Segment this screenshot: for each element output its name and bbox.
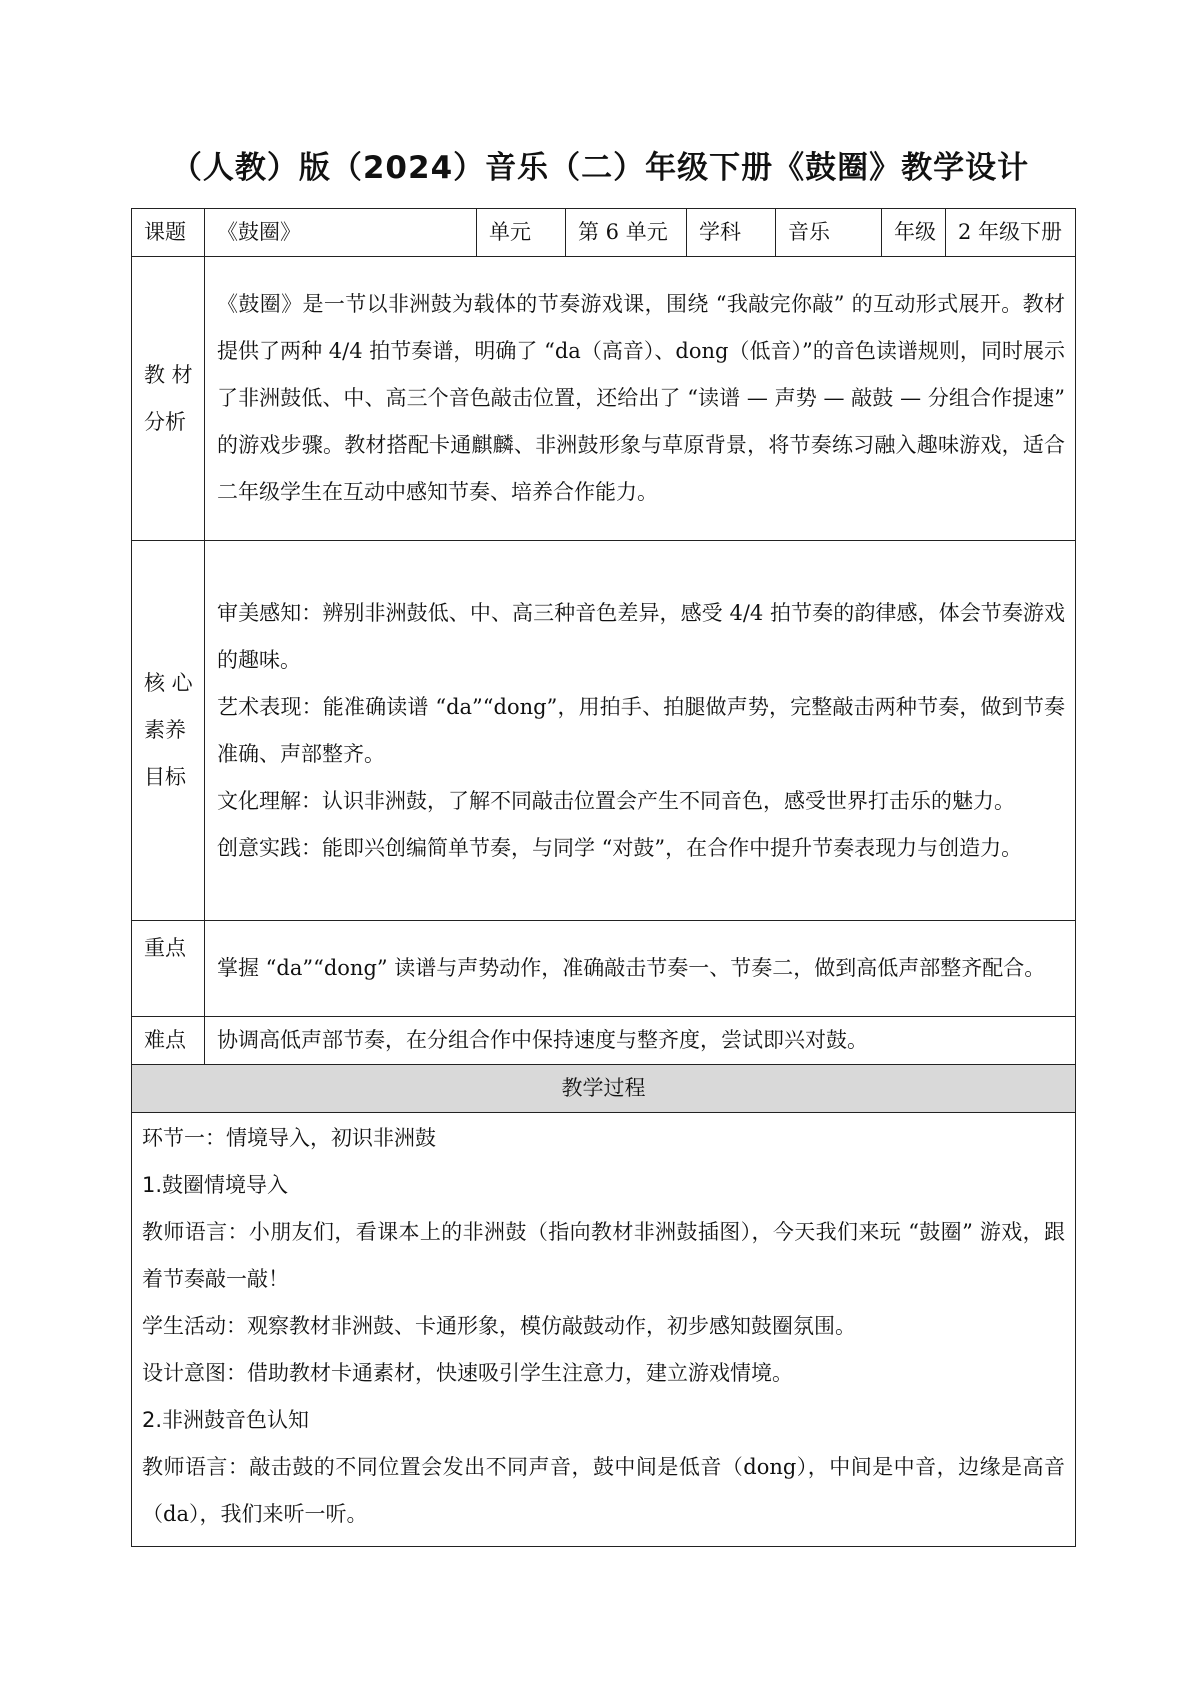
process-header-row bbox=[132, 1065, 1076, 1113]
grade-label: 年级 bbox=[882, 209, 946, 257]
key-point-label: 重点 bbox=[132, 921, 205, 1017]
process-step-heading: 2.非洲鼓音色认知 bbox=[142, 1408, 310, 1432]
difficulty-label: 难点 bbox=[132, 1017, 205, 1065]
goal-aesthetic: 审美感知：辨别非洲鼓低、中、高三种音色差异，感受 4/4 拍节奏的韵律感，体会节奏游戏的趣味。 bbox=[217, 600, 1065, 672]
analysis-text bbox=[205, 257, 1076, 541]
goals-text bbox=[205, 541, 1076, 921]
header-row bbox=[132, 209, 1076, 257]
key-point-text: 掌握 “da”“dong” 读谱与声势动作，准确敲击节奏一、节奏二，做到高低声部整齐配合。 bbox=[205, 921, 1076, 1017]
analysis-label-line1: 教 材 bbox=[144, 362, 193, 387]
process-student-line: 学生活动：观察教材非洲鼓、卡通形象，模仿敲鼓动作，初步感知鼓圈氛围。 bbox=[142, 1314, 856, 1338]
goals-label-line3: 目标 bbox=[144, 765, 186, 789]
key-point-row bbox=[132, 921, 1076, 1017]
goal-creative: 创意实践：能即兴创编简单节奏，与同学 “对鼓”，在合作中提升节奏表现力与创造力。 bbox=[217, 835, 1023, 860]
lesson-plan-table bbox=[131, 208, 1076, 1547]
analysis-row bbox=[132, 257, 1076, 541]
goals-label bbox=[132, 541, 205, 921]
process-header: 教学过程 bbox=[132, 1065, 1076, 1113]
analysis-paragraph: 《鼓圈》是一节以非洲鼓为载体的节奏游戏课，围绕 “我敲完你敲” 的互动形式展开。教材提供了两种 4/4 拍节奏谱，明确了 “da（高音）、dong（低音）”的音色读谱规则，同时展示了非洲鼓低、中、高三个音色敲击位置，还给出了 “读谱 — 声势 — 敲鼓 — 分组合作提速” 的游戏步骤。教材搭配卡通麒麟、非洲鼓形象与草原背景，将节奏练习融入趣味游戏，适合二年级学生在互动中感知节奏、培养合作能力。 bbox=[217, 292, 1065, 504]
topic-value: 《鼓圈》 bbox=[205, 209, 477, 257]
subject-label: 学科 bbox=[687, 209, 776, 257]
process-teacher-line: 教师语言：敲击鼓的不同位置会发出不同声音，鼓中间是低音（dong），中间是中音，边缘是高音（da），我们来听一听。 bbox=[142, 1455, 1065, 1526]
goal-artistic: 艺术表现：能准确读谱 “da”“dong”，用拍手、拍腿做声势，完整敲击两种节奏，做到节奏准确、声部整齐。 bbox=[217, 694, 1065, 766]
process-body bbox=[132, 1113, 1076, 1547]
grade-value: 2 年级下册 bbox=[946, 209, 1076, 257]
analysis-label bbox=[132, 257, 205, 541]
process-teacher-line: 教师语言：小朋友们，看课本上的非洲鼓（指向教材非洲鼓插图），今天我们来玩 “鼓圈” 游戏，跟着节奏敲一敲！ bbox=[142, 1220, 1065, 1291]
analysis-label-line2: 分析 bbox=[144, 409, 186, 434]
unit-value: 第 6 单元 bbox=[566, 209, 687, 257]
difficulty-text: 协调高低声部节奏，在分组合作中保持速度与整齐度，尝试即兴对鼓。 bbox=[205, 1017, 1076, 1065]
goals-label-line2: 素养 bbox=[144, 718, 186, 742]
difficulty-row bbox=[132, 1017, 1076, 1065]
process-stage-title: 环节一：情境导入，初识非洲鼓 bbox=[142, 1126, 436, 1150]
goals-row bbox=[132, 541, 1076, 921]
goals-label-line1: 核 心 bbox=[144, 671, 193, 695]
topic-label: 课题 bbox=[132, 209, 205, 257]
process-body-row bbox=[132, 1113, 1076, 1547]
unit-label: 单元 bbox=[477, 209, 566, 257]
goal-cultural: 文化理解：认识非洲鼓，了解不同敲击位置会产生不同音色，感受世界打击乐的魅力。 bbox=[217, 788, 1015, 813]
document-title: （人教）版（2024）音乐（二）年级下册《鼓圈》教学设计 bbox=[170, 150, 1030, 186]
process-step-heading: 1.鼓圈情境导入 bbox=[142, 1173, 289, 1197]
subject-value: 音乐 bbox=[776, 209, 882, 257]
process-intent-line: 设计意图：借助教材卡通素材，快速吸引学生注意力，建立游戏情境。 bbox=[142, 1361, 793, 1385]
